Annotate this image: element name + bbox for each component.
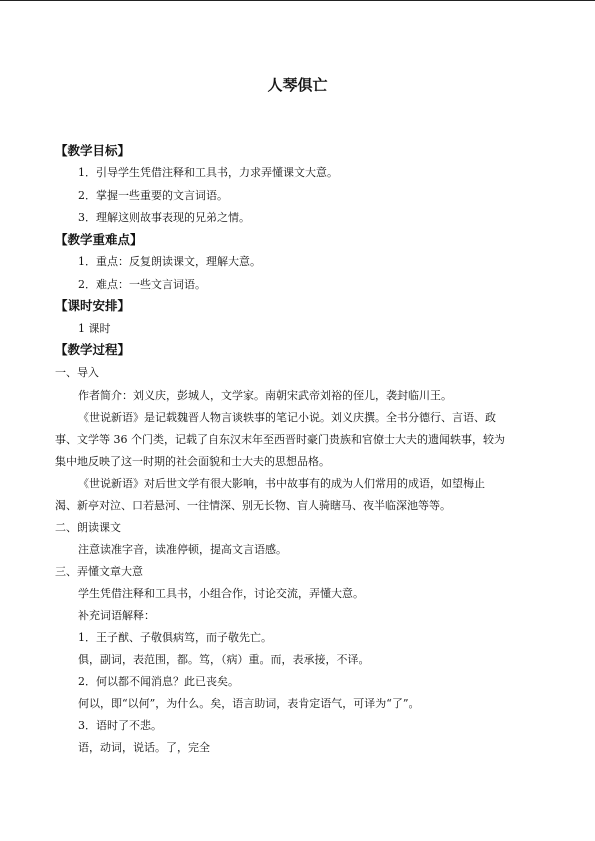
influence-line-2: 渴、新亭对泣、口若悬河、一往情深、别无长物、盲人骑瞎马、夜半临深池等等。 [55,499,451,512]
vocab-explanation-2: 何以，即“以何”，为什么。矣，语言助词，表肯定语气，可译为“了”。 [78,697,420,710]
book-intro-line-1: 《世说新语》是记载魏晋人物言谈轶事的笔记小说。刘义庆撰。全书分德行、言语、政 [78,411,496,424]
vocab-item-1: 1．王子猷、子敬俱病笃，而子敬先亡。 [78,631,272,644]
vocab-explanation-1: 俱，副词，表范围，都。笃，（病）重。而，表承接，不译。 [78,653,370,666]
key-point-item-2: 2．难点：一些文言词语。 [78,278,206,291]
part3-text: 学生凭借注释和工具书，小组合作，讨论交流，弄懂大意。 [78,587,364,600]
document-title: 人琴俱亡 [267,76,328,94]
schedule-text: 1 课时 [78,322,111,335]
key-point-item-1: 1．重点：反复朗读课文，理解大意。 [78,255,261,268]
process-part1-title: 一、导入 [55,366,99,379]
book-intro-line-3: 集中地反映了这一时期的社会面貌和士大夫的思想品格。 [55,455,330,468]
heading-schedule: 【课时安排】 [55,298,131,313]
goal-item-1: 1．引导学生凭借注释和工具书，力求弄懂课文大意。 [78,166,338,179]
heading-key-points: 【教学重难点】 [55,232,143,247]
process-part2-title: 二、朗读课文 [55,521,121,534]
goal-item-3: 3．理解这则故事表现的兄弟之情。 [78,211,250,224]
heading-teaching-process: 【教学过程】 [55,342,131,357]
influence-line-1: 《世说新语》对后世文学有很大影响，书中故事有的成为人们常用的成语，如望梅止 [78,477,485,490]
author-intro: 作者简介：刘义庆，彭城人，文学家。南朝宋武帝刘裕的侄儿，袭封临川王。 [78,389,452,402]
part2-text: 注意读准字音，读准停顿，提高文言语感。 [78,543,287,556]
vocab-item-2: 2．何以都不闻消息？此已丧矣。 [78,675,239,688]
heading-teaching-goals: 【教学目标】 [55,143,131,158]
top-border-rule [0,0,595,1]
supplement-heading: 补充词语解释： [78,609,155,622]
goal-item-2: 2．掌握一些重要的文言词语。 [78,189,228,202]
book-intro-line-2: 事、文学等 36 个门类，记载了自东汉末年至西晋时豪门贵族和官僚士大夫的遗闻轶事，较为 [55,433,505,446]
process-part3-title: 三、弄懂文章大意 [55,565,143,578]
vocab-explanation-3: 语，动词，说话。了，完全 [78,741,210,754]
vocab-item-3: 3．语时了不悲。 [78,719,162,732]
